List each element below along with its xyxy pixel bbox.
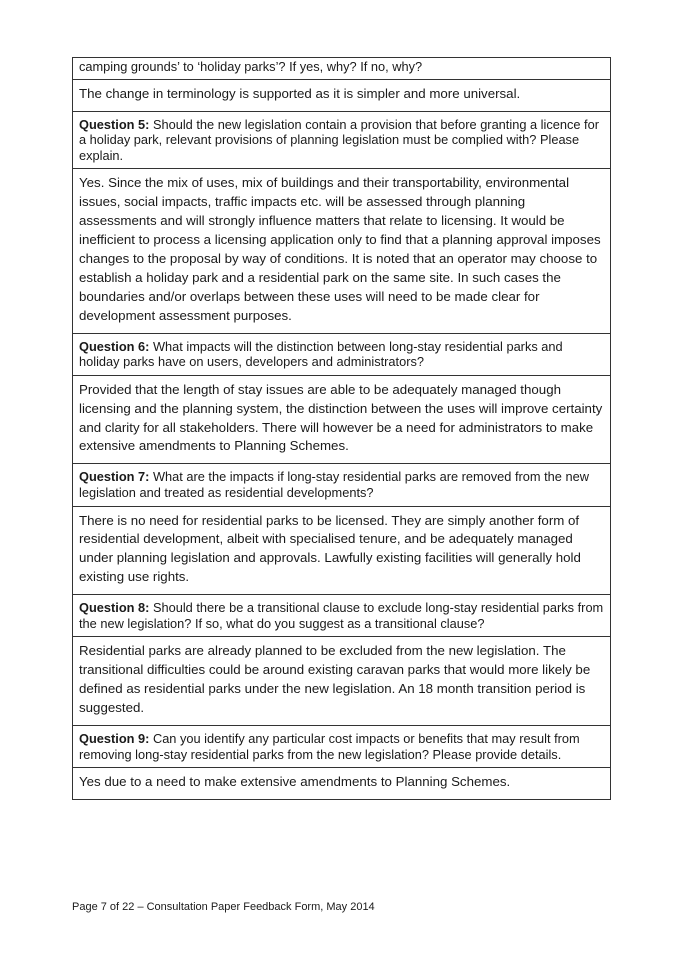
answer-text-q5: Yes. Since the mix of uses, mix of buildings and their transportability, environmental issues, social impacts, traffic impacts etc. will be assessed through planning assessments and will strongly influence matters that relate to licensing. It would be inefficient to process a licensing application only to find that a planning approval imposes changes to the proposal by way of conditions. It is noted that an operator may choose to establish a holiday park and a residential park on the same site. In such cases the boundaries and/or overlaps between these uses will need to be made clear for development assessment purposes. <box>73 169 611 333</box>
question-text-q5: Should the new legislation contain a provision that before granting a licence for a holiday park, relevant provisions of planning legislation must be complied with? Please explain. <box>79 116 599 163</box>
question-label-q9: Question 9: <box>79 730 150 746</box>
question-row-q8 <box>73 595 611 637</box>
answer-row-q4 <box>73 79 611 111</box>
question-label-q7: Question 7: <box>79 469 150 485</box>
question-text-q6: What impacts will the distinction between long-stay residential parks and holiday parks have on users, developers and administrators? <box>79 338 563 370</box>
question-text-q8: Should there be a transitional clause to exclude long-stay residential parks from the new legislation? If so, what do you suggest as a transitional clause? <box>79 600 604 631</box>
answer-row-q8 <box>73 637 611 726</box>
question-label-q8: Question 8: <box>79 600 150 616</box>
question-cell-q5 <box>73 111 611 169</box>
answer-row-q5 <box>73 169 611 333</box>
question-cell-q9 <box>73 725 611 767</box>
question-continuation-text: camping grounds’ to ‘holiday parks’? If yes, why? If no, why? <box>73 58 611 80</box>
answer-row-q6 <box>73 375 611 464</box>
question-label-q6: Question 6: <box>79 338 150 354</box>
question-continuation-row <box>73 58 611 80</box>
question-row-q9 <box>73 725 611 767</box>
question-row-q7 <box>73 464 611 506</box>
page-footer: Page 7 of 22 – Consultation Paper Feedback Form, May 2014 <box>72 901 375 913</box>
answer-text-q4: The change in terminology is supported as it is simpler and more universal. <box>73 79 611 111</box>
question-cell-q6 <box>73 333 611 375</box>
question-cell-q7 <box>73 464 611 506</box>
question-row-q6 <box>73 333 611 375</box>
question-label-q5: Question 5: <box>79 116 150 132</box>
answer-text-q7: There is no need for residential parks to be licensed. They are simply another form of residential development, albeit with specialised tenure, and be adequately managed under planning legislation and approvals. Lawfully existing facilities will generally hold existing use rights. <box>73 506 611 595</box>
answer-text-q6: Provided that the length of stay issues are able to be adequately managed though licensing and the planning system, the distinction between the uses will improve certainty and clarity for all stakeholders. There will however be a need for administrators to make extensive amendments to Planning Schemes. <box>73 375 611 464</box>
feedback-table <box>72 57 611 800</box>
answer-text-q8: Residential parks are already planned to be excluded from the new legislation. The transitional difficulties could be around existing caravan parks that would more likely be defined as residential parks under the new legislation. An 18 month transition period is suggested. <box>73 637 611 726</box>
answer-row-q7 <box>73 506 611 595</box>
answer-row-q9 <box>73 768 611 800</box>
question-text-q7: What are the impacts if long-stay residential parks are removed from the new legislation and treated as residential developments? <box>79 469 589 500</box>
question-cell-q8 <box>73 595 611 637</box>
question-text-q9: Can you identify any particular cost impacts or benefits that may result from removing long-stay residential parks from the new legislation? Please provide details. <box>79 730 580 762</box>
answer-text-q9: Yes due to a need to make extensive amendments to Planning Schemes. <box>73 768 611 800</box>
question-row-q5 <box>73 111 611 169</box>
